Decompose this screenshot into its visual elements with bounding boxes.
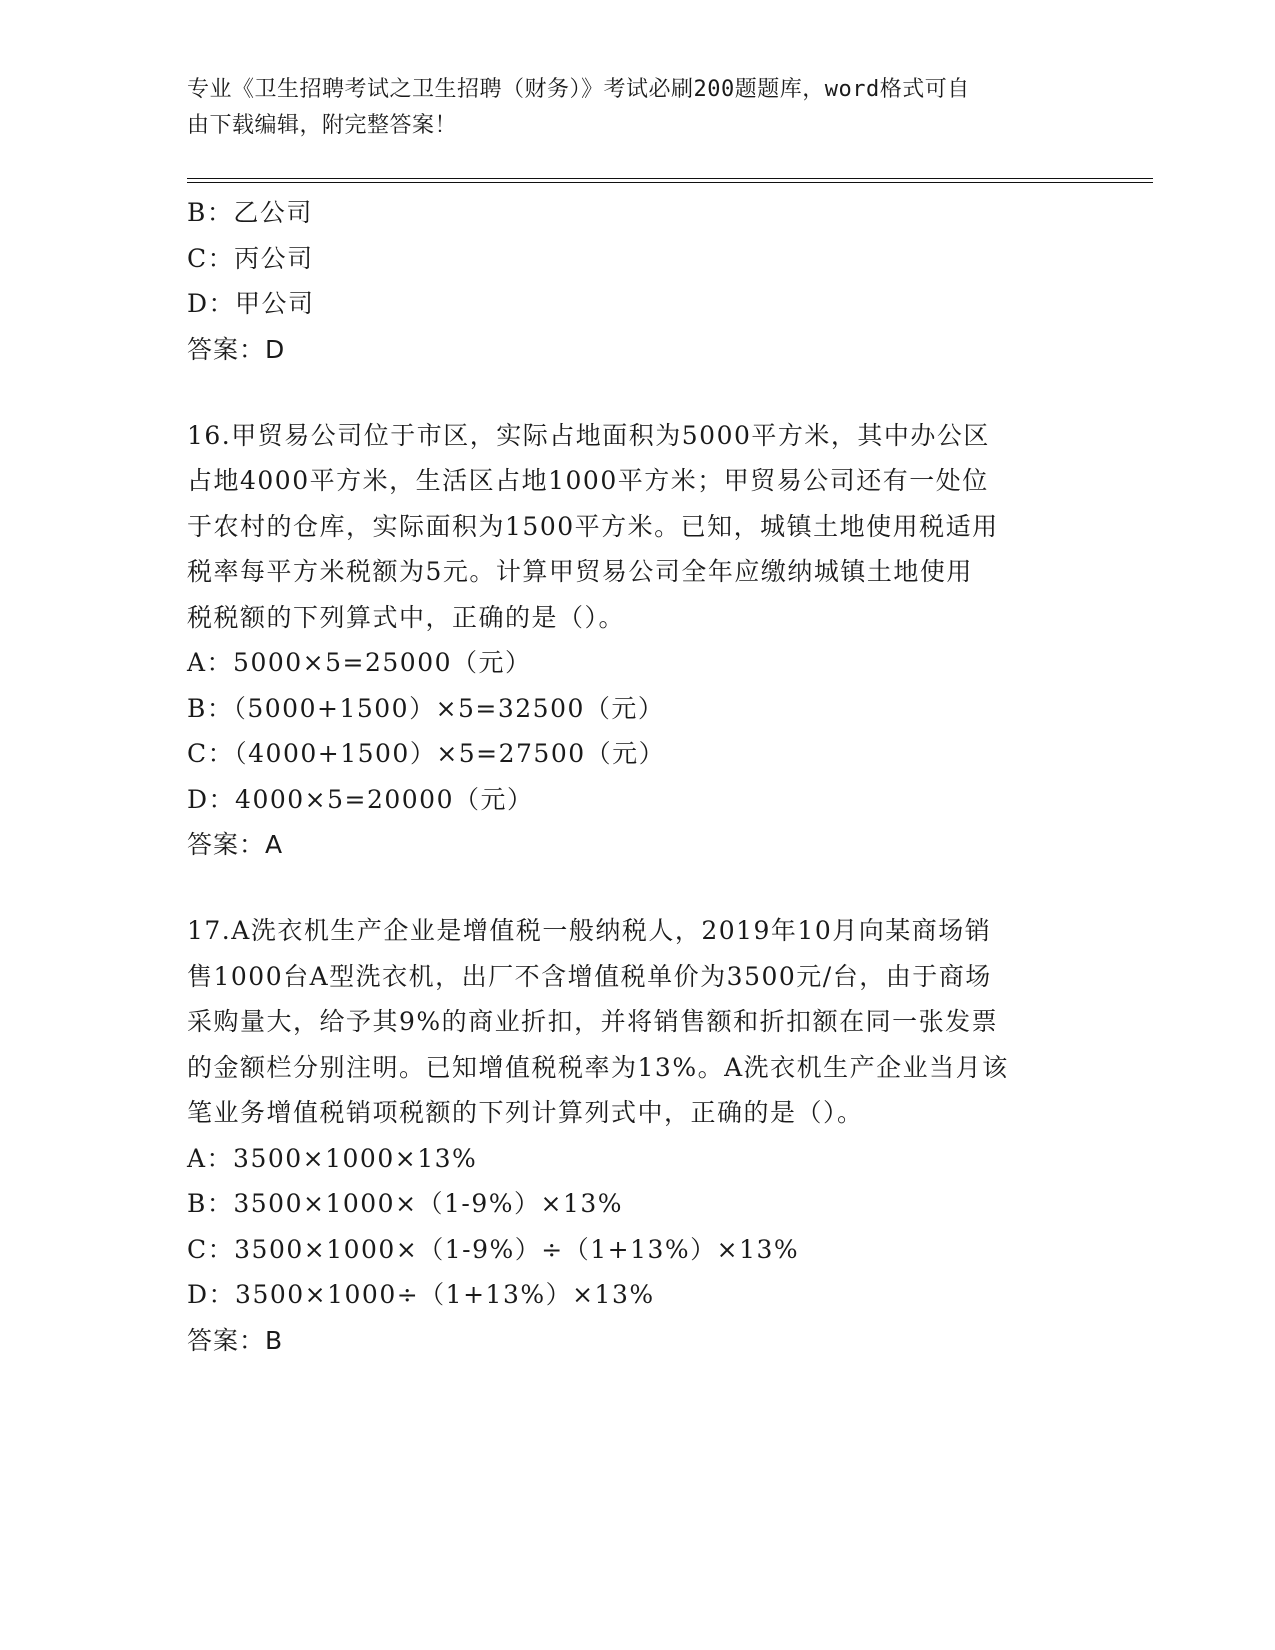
answer-line: 答案：B xyxy=(187,1325,284,1355)
option-c: C：3500×1000×（1-9%）÷（1+13%）×13% xyxy=(187,1234,800,1264)
stem-line: 税率每平方米税额为5元。计算甲贸易公司全年应缴纳城镇土地使用 xyxy=(187,557,973,586)
question-16 xyxy=(187,413,1067,869)
header-line-1: 专业《卫生招聘考试之卫生招聘（财务）》考试必刷200题题库，word格式可自 xyxy=(187,77,970,102)
document-body xyxy=(187,190,1067,1364)
stem-line: 17.A洗衣机生产企业是增值税一般纳税人，2019年10月向某商场销 xyxy=(187,916,992,945)
option-a: A：3500×1000×13% xyxy=(187,1143,478,1173)
spacer xyxy=(187,868,1067,908)
stem-line: 的金额栏分别注明。已知增值税税率为13%。A洗衣机生产企业当月该 xyxy=(187,1052,1009,1082)
stem-line: 16.甲贸易公司位于市区，实际占地面积为5000平方米，其中办公区 xyxy=(187,420,990,450)
option-d: D：4000×5=20000（元） xyxy=(187,784,534,814)
stem-line: 笔业务增值税销项税额的下列计算列式中，正确的是（）。 xyxy=(187,1098,864,1127)
stem-line: 采购量大，给予其9%的商业折扣，并将销售额和折扣额在同一张发票 xyxy=(187,1007,999,1036)
question-15-tail xyxy=(187,190,1067,373)
document-header xyxy=(187,72,1067,144)
answer-line: 答案：D xyxy=(187,334,286,364)
option-c: C：（4000+1500）×5=27500（元） xyxy=(187,739,666,768)
option-b: B：3500×1000×（1-9%）×13% xyxy=(187,1189,624,1218)
question-17 xyxy=(187,908,1067,1364)
option-d: D：3500×1000÷（1+13%）×13% xyxy=(187,1280,655,1309)
header-line-2: 由下载编辑，附完整答案！ xyxy=(187,113,458,138)
question-stem xyxy=(187,908,1067,1136)
header-divider-top xyxy=(187,178,1153,179)
option-d: D：甲公司 xyxy=(187,289,315,318)
option-b: B：乙公司 xyxy=(187,198,313,227)
question-stem xyxy=(187,413,1067,641)
header-divider-bottom xyxy=(187,182,1153,183)
option-a: A：5000×5=25000（元） xyxy=(187,648,532,677)
stem-line: 占地4000平方米，生活区占地1000平方米；甲贸易公司还有一处位 xyxy=(187,466,989,495)
option-c: C：丙公司 xyxy=(187,243,314,273)
stem-line: 税税额的下列算式中，正确的是（）。 xyxy=(187,602,626,632)
stem-line: 售1000台A型洗衣机，出厂不含增值税单价为3500元/台，由于商场 xyxy=(187,961,992,991)
option-b: B：（5000+1500）×5=32500（元） xyxy=(187,693,665,723)
spacer xyxy=(187,373,1067,413)
stem-line: 于农村的仓库，实际面积为1500平方米。已知，城镇土地使用税适用 xyxy=(187,511,999,541)
answer-line: 答案：A xyxy=(187,830,284,859)
